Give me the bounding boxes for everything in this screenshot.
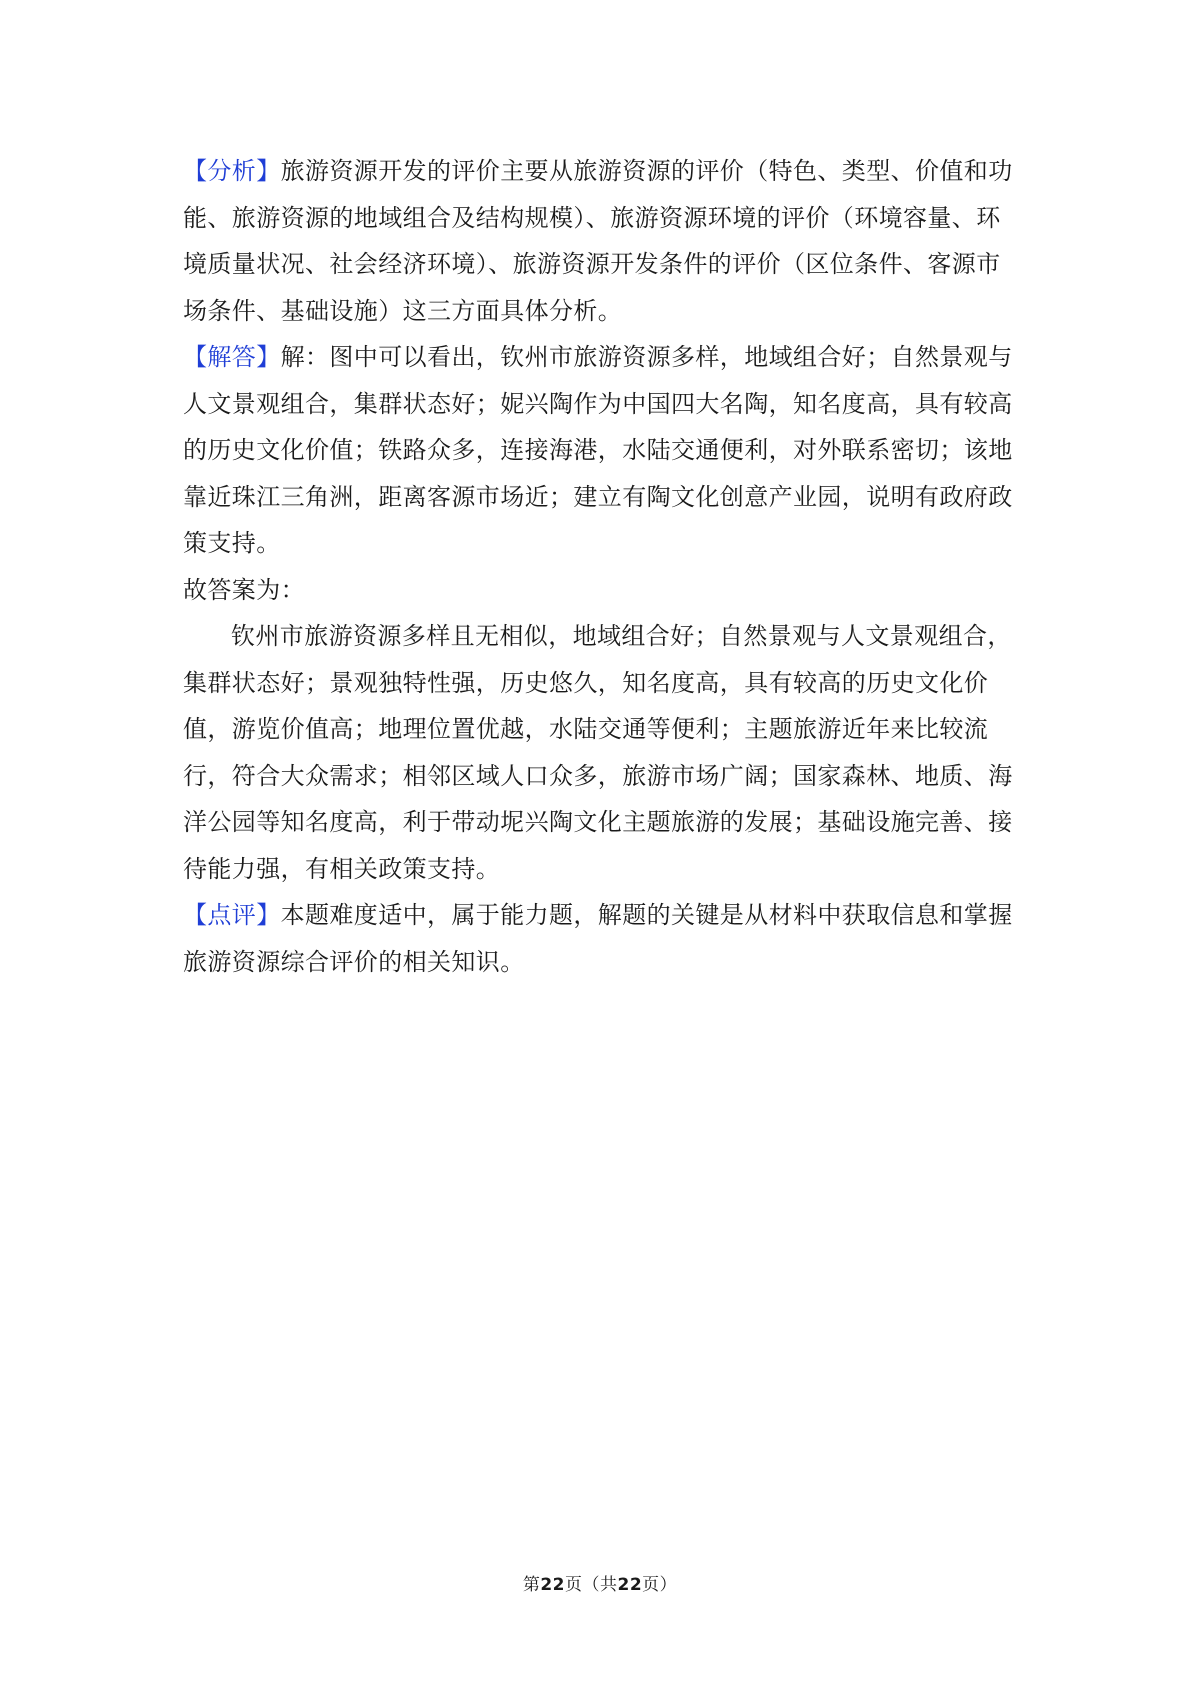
answer-tag: 【解答】 xyxy=(183,343,281,371)
comment-paragraph xyxy=(183,892,1021,985)
comment-text: 本题难度适中，属于能力题，解题的关键是从材料中获取信息和掌握旅游资源综合评价的相关知识。 xyxy=(183,901,1013,976)
answer-paragraph xyxy=(183,334,1021,567)
document-body xyxy=(183,148,1021,985)
analysis-paragraph xyxy=(183,148,1021,334)
analysis-tag: 【分析】 xyxy=(183,157,281,185)
footer-prefix: 第 xyxy=(522,1575,541,1595)
footer-total-pages: 22 xyxy=(617,1575,643,1595)
page-footer xyxy=(0,1570,1200,1595)
answer-conclusion-label: 故答案为： xyxy=(183,575,305,604)
footer-current-page: 22 xyxy=(540,1575,565,1595)
footer-middle: 页（共 xyxy=(565,1575,618,1595)
analysis-text: 旅游资源开发的评价主要从旅游资源的评价（特色、类型、价值和功能、旅游资源的地域组合及结构规模）、旅游资源环境的评价（环境容量、环境质量状况、社会经济环境）、旅游资源开发条件的评价（区位条件、客源市场条件、基础设施）这三方面具体分析。 xyxy=(183,157,1013,325)
footer-suffix: 页） xyxy=(642,1575,678,1595)
comment-tag: 【点评】 xyxy=(183,901,281,929)
final-answer-paragraph: 钦州市旅游资源多样且无相似，地域组合好；自然景观与人文景观组合，集群状态好；景观独特性强，历史悠久，知名度高，具有较高的历史文化价值，游览价值高；地理位置优越，水陆交通等便利；主题旅游近年来比较流行，符合大众需求；相邻区域人口众多，旅游市场广阔；国家森林、地质、海洋公园等知名度高，利于带动坭兴陶文化主题旅游的发展；基础设施完善、接待能力强，有相关政策支持。 xyxy=(183,622,1013,883)
answer-text: 解：图中可以看出，钦州市旅游资源多样，地域组合好；自然景观与人文景观组合，集群状态好；妮兴陶作为中国四大名陶，知名度高，具有较高的历史文化价值；铁路众多，连接海港，水陆交通便利，对外联系密切；该地靠近珠江三角洲，距离客源市场近；建立有陶文化创意产业园，说明有政府政策支持。 xyxy=(183,343,1013,557)
